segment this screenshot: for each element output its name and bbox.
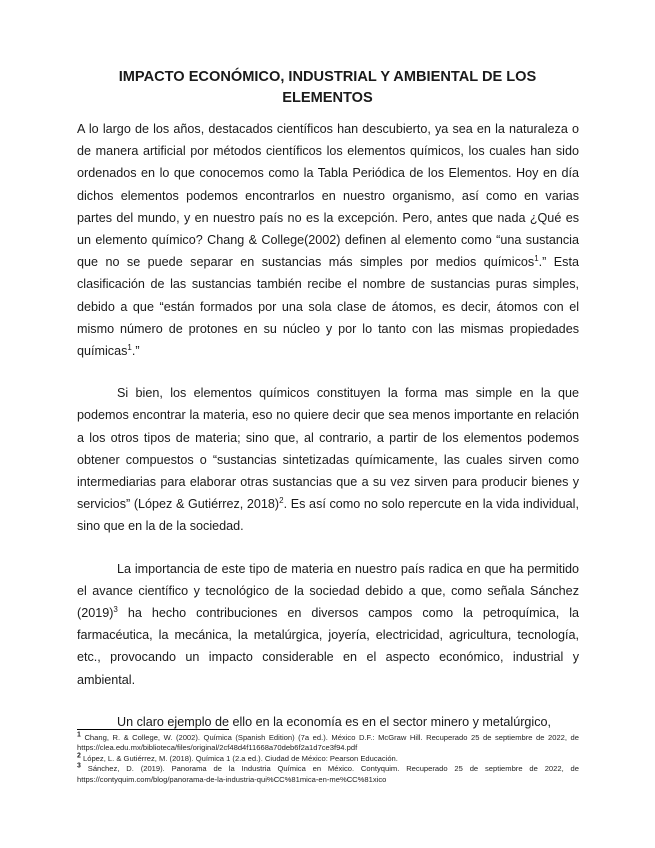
footnote-ref-1-second[interactable]: 1 — [127, 342, 132, 352]
paragraph-1 — [77, 118, 579, 362]
paragraph-2 — [77, 382, 579, 537]
footnote-1-text: Chang, R. & College, W. (2002). Química (Spanish Edition) (7a ed.). México D.F.: McGraw Hill. Recuperado 25 de septiembre de 2022, de https://clea.edu.mx/biblioteca/files/original/2cf48d4f11668a70deb6f2a1d7ce3f94.pdf — [77, 733, 579, 753]
footnote-3-text: Sánchez, D. (2019). Panorama de la Industria Química en México. Contyquim. Recuperado 25 de septiembre de 2022, de https://contyquim.com/blog/panorama-de-la-industria-qui%CC%81mica-en-me%CC%81xico — [77, 764, 579, 784]
footnote-2-number: 2 — [77, 752, 81, 760]
footnote-2 — [77, 754, 579, 764]
footnote-ref-1[interactable]: 1 — [534, 254, 539, 264]
document-body — [77, 118, 579, 733]
footnote-3-number: 3 — [77, 762, 81, 770]
paragraph-1-text-b: .” Esta clasificación de las sustancias también recibe el nombre de sustancias puras simples, debido a que “están formados por una sola clase de átomos, es decir, átomos con el mismo número de protones en su núcleo y por lo tanto con las mismas propiedades químicas — [77, 255, 579, 359]
paragraph-1-text-c: .” — [131, 344, 140, 359]
footnotes — [77, 733, 579, 785]
paragraph-3 — [77, 558, 579, 691]
paragraph-3-text-a: La importancia de este tipo de materia en nuestro país radica en que ha permitido el avance científico y tecnológico de la sociedad debido a que, como señala Sánchez (2019) — [77, 561, 579, 621]
paragraph-2-text-b: . Es así como no solo repercute en la vida individual, sino que en la de la sociedad. — [77, 497, 579, 534]
paragraph-1-text-a: A lo largo de los años, destacados científicos han descubierto, ya sea en la naturaleza o de manera artificial por métodos científicos los elementos químicos, los cuales han sido ordenados en lo que conocemos como la Tabla Periódica de los Elementos. Hoy en día dichos elementos podemos encontrarlos en nuestro organismo, así como en varias partes del mundo, y en nuestro país no es la excepción. Pero, antes que nada ¿Qué es un elemento químico? Chang & College(2002) definen al elemento como “una sustancia que no se puede separar en sustancias más simples por medios químicos — [77, 122, 579, 270]
footnote-1-number: 1 — [77, 731, 81, 739]
footnote-1 — [77, 733, 579, 754]
footnote-2-text: López, L. & Gutiérrez, M. (2018). Química 1 (2.a ed.). Ciudad de México: Pearson Educación. — [80, 753, 398, 763]
paragraph-4: Un claro ejemplo de ello en la economía es en el sector minero y metalúrgico, — [117, 714, 552, 729]
paragraph-3-text-b: ha hecho contribuciones en diversos campos como la petroquímica, la farmacéutica, la mecánica, la metalúrgica, joyería, electricidad, agricultura, tecnología, etc., provocando un impacto considerable en el aspecto económico, industrial y ambiental. — [77, 606, 579, 687]
footnote-ref-2[interactable]: 2 — [279, 496, 284, 506]
document-title: IMPACTO ECONÓMICO, INDUSTRIAL Y AMBIENTAL DE LOS ELEMENTOS — [118, 69, 537, 106]
footnote-ref-3[interactable]: 3 — [113, 604, 118, 614]
footnote-divider — [77, 729, 229, 730]
footnote-3 — [77, 764, 579, 785]
paragraph-2-text-a: Si bien, los elementos químicos constituyen la forma mas simple en la que podemos encontrar la materia, eso no quiere decir que sea menos importante en relación a los otros tipos de materia; sino que, al contrario, a partir de los elementos podemos obtener compuestos o “sustancias sintetizadas químicamente, las cuales sirven como intermediarias para elaborar otras sustancias que a su vez sirven para producir bienes y servicios” (López & Gutiérrez, 2018) — [77, 386, 579, 512]
